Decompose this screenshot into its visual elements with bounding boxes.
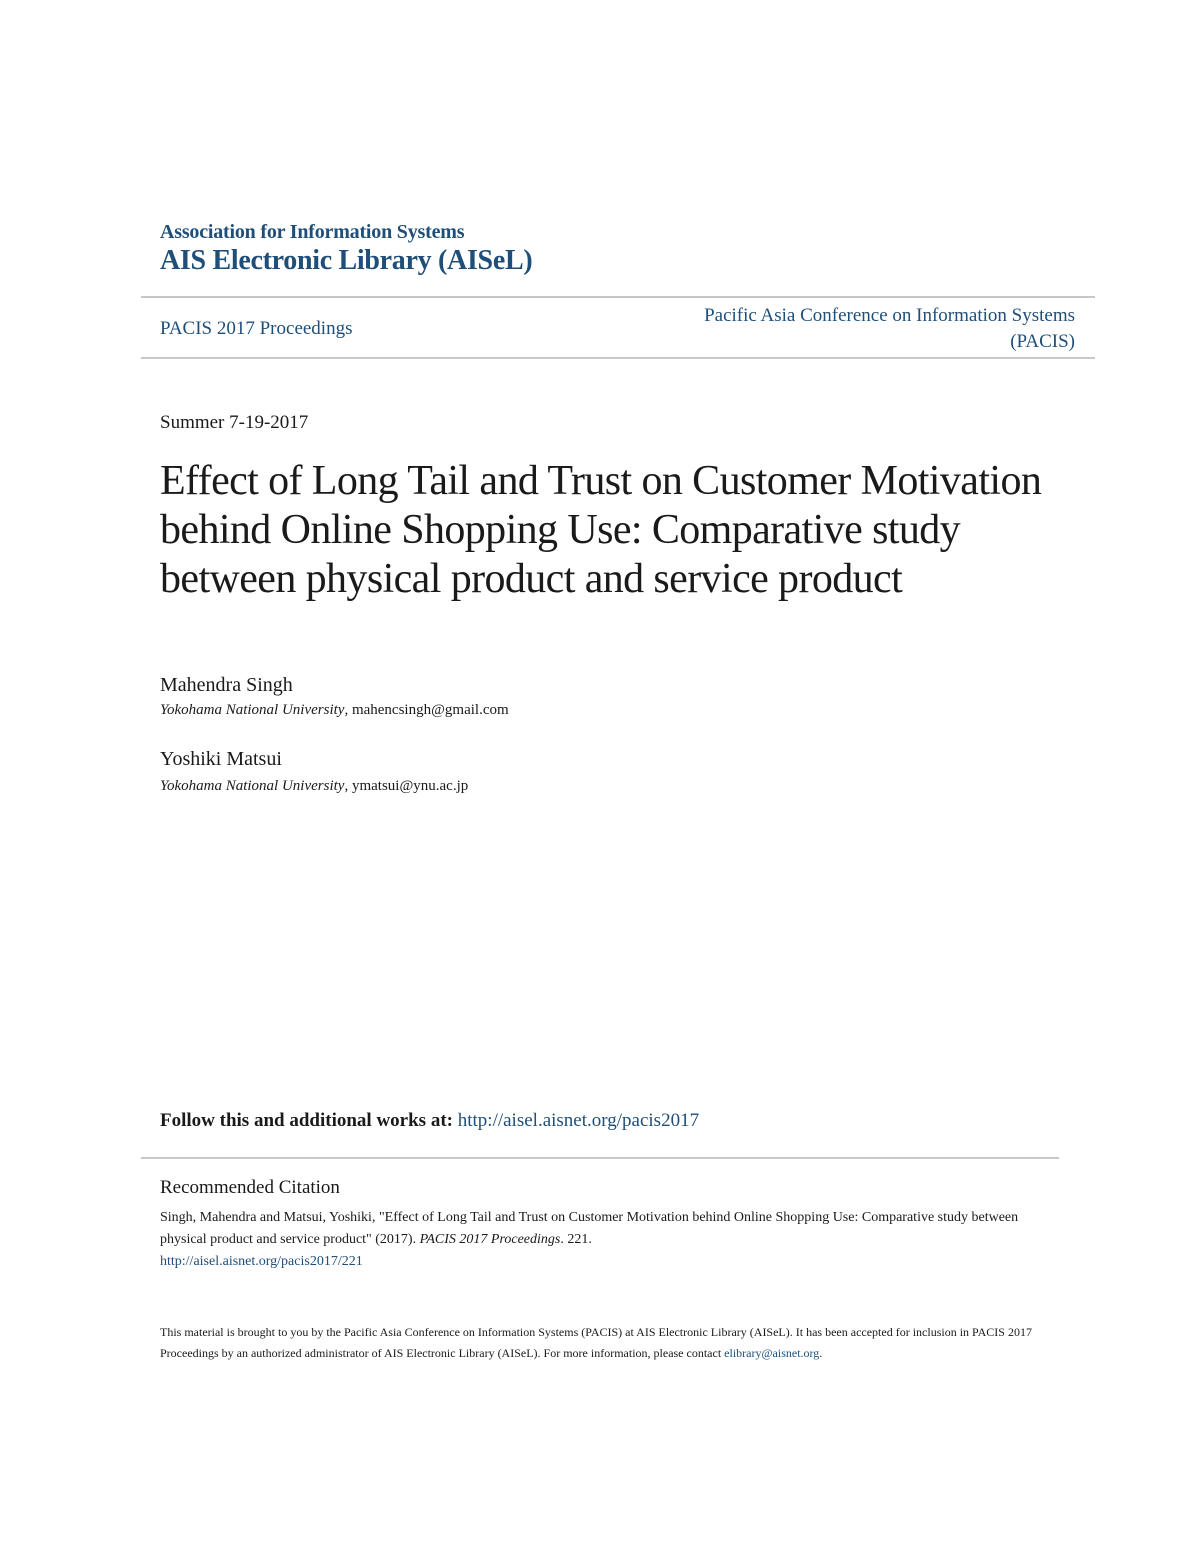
author-email: , ymatsui@ynu.ac.jp [344,778,469,794]
publication-date: Summer 7-19-2017 [160,412,309,433]
library-name[interactable]: AIS Electronic Library (AISeL) [160,245,533,276]
conference-link-line1: Pacific Asia Conference on Information Systems [704,305,1075,326]
author-name: Mahendra Singh [160,674,293,696]
citation-journal: PACIS 2017 Proceedings [419,1232,561,1247]
notice-body: This material is brought to you by the Pacific Asia Conference on Information Systems (PACIS) at AIS Electronic Library (AISeL). It has been accepted for inclusion in PACIS 2017 Proceedings by an authorized administrator of AIS Electronic Library (AISeL). For more information, please contact [160,1325,1032,1360]
citation-body: Singh, Mahendra and Matsui, Yoshiki, "Effect of Long Tail and Trust on Customer Motivation behind Online Shopping Use: Comparative study between physical product and service product" (2017). [160,1210,1019,1247]
follow-line [160,1110,699,1132]
conference-link-line2: (PACIS) [1010,331,1075,352]
notice-text [160,1322,1040,1364]
citation-heading: Recommended Citation [160,1177,340,1198]
proceedings-link[interactable]: PACIS 2017 Proceedings [160,318,353,339]
author-affiliation [160,702,509,719]
header-divider-top [141,296,1095,298]
paper-title: Effect of Long Tail and Trust on Customer Motivation behind Online Shopping Use: Comparative study between physical product and service product [160,458,1042,602]
contact-email-link[interactable]: elibrary@aisnet.org [724,1346,820,1360]
author-name: Yoshiki Matsui [160,748,282,770]
follow-url-link[interactable]: http://aisel.aisnet.org/pacis2017 [457,1110,700,1131]
conference-link[interactable] [555,303,1075,355]
author-institution: Yokohama National University [160,778,345,794]
author-institution: Yokohama National University [160,702,345,718]
citation-end: . 221. [560,1232,592,1247]
citation-url-link[interactable]: http://aisel.aisnet.org/pacis2017/221 [160,1254,363,1269]
author-affiliation [160,778,468,795]
notice-end: . [819,1346,823,1360]
author-email: , mahencsingh@gmail.com [344,702,509,718]
citation-text [160,1207,1040,1273]
organization-name: Association for Information Systems [160,221,465,243]
follow-label: Follow this and additional works at: [160,1110,458,1131]
header-divider-bottom [141,357,1095,359]
citation-divider [141,1157,1059,1159]
